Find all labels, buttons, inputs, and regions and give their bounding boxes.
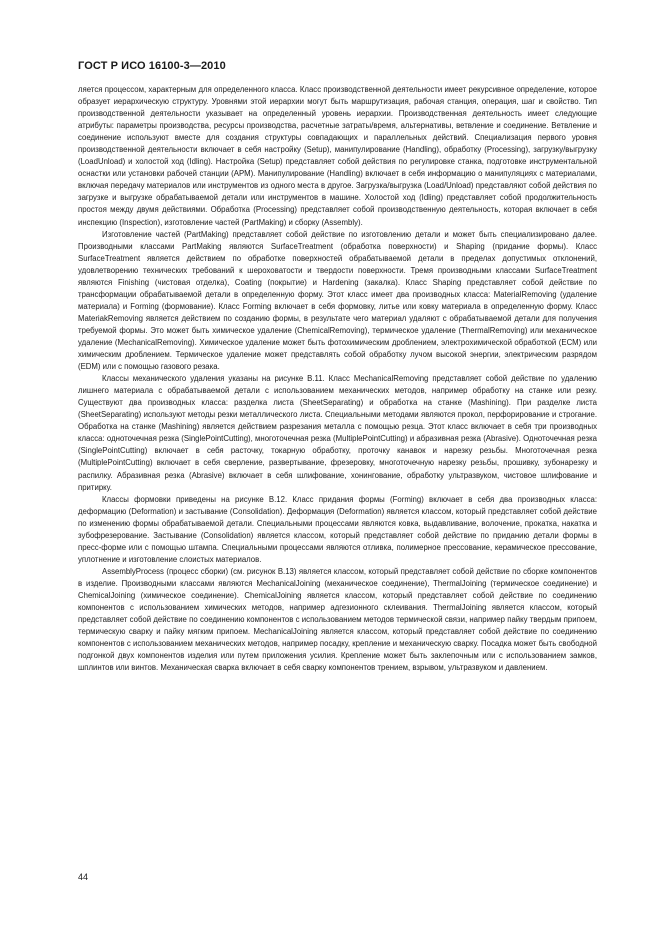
page-number: 44 — [78, 872, 89, 882]
paragraph: AssemblyProcess (процесс сборки) (см. рисунок В.13) является классом, который представляет собой действие по сборке компонентов в изделие. Производными классами являются MechanicalJoining (механическое соединение), ThermalJoining (термическое соединение) и ChemicalJoining (химическое соединение). ChemicalJoining является классом, который представляет собой действие по соединению компонентов с использованием химических методов, например адгезионного склеивания. ThermalJoining является классом, который представляет собой действие по соединению компонентов с использованием методов термической связи, например пайку твердым припоем, термическую сварку и пайку мягким припоем. MechanicalJoining является классом, который представляет собой действие по соединению компонентов с использованием механических методов, например посадку, крепление и механическую сварку. Посадка может быть свободной подгонкой двух компонентов изделия или путем приложения усилия. Крепление может быть заклепочным или с использованием замков, шплинтов или винтов. Механическая сварка включает в себя сварку компонентов трением, взрывом, ультразвуком и давлением. — [78, 566, 597, 673]
paragraph: Изготовление частей (PartMaking) представляет собой действие по изготовлению детали и может быть специализировано далее. Производными классами PartMaking являются SurfaceTreatment (обработка поверхности) и Shaping (придание формы). Класс SurfaceTreatment является действием по обработке поверхностей обрабатываемой детали в пределах допустимых отклонений, удовлетворению технических требований к шероховатости и твердости поверхности. Тремя производными классами SurfaceTreatment являются Finishing (чистовая отделка), Coating (покрытие) и Hardening (закалка). Класс Shaping представляет собой действие по трансформации обрабатываемой детали в определенную форму. Этот класс имеет два производных класса: MaterialRemoving (удаление материала) и Forming (формование). Класс Forming включает в себя формовку, литье или ковку материала в определенную форму. Класс MateriakRemoving является действием по созданию формы, в результате чего материал удаляют с обрабатываемой детали для получения требуемой формы. Это может быть химическое удаление (ChemicalRemoving), термическое удаление (ThermalRemoving) или механическое удаление (MechanicalRemoving). Химическое удаление может быть фотохимическим дроблением, электрохимической обработкой (ЕСМ) или химическим дроблением. Термическое удаление может представлять собой обработку лучом высокой энергии, электрическим разрядом (EDM) или с помощью газового резака. — [78, 229, 597, 372]
paragraph: Классы механического удаления указаны на рисунке В.11. Класс MechanicalRemoving представляет собой действие по удалению лишнего материала с обрабатываемой детали с использованием механических методов, например обработку на станке или резку. Существуют два производных класса: разделка листа (SheetSeparating) и обработка на станке (Mashining). При разделке листа (SheetSeparating) используют методы резки металлического листа. Специальными методами являются прокол, перфорирование и строгание. Обработка на станке (Mashining) является действием разрезания металла с помощью резца. Этот класс включает в себя три производных класса: одноточечная резка (SinglePointCutting), многоточечная резка (MultiplePointCutting) и абразивная резка (Abrasive). Одноточечная резка (SinglePointCutting) включает в себя расточку, токарную обработку, проточку канавок и нарезку резьбы. Многоточечная резка (MultiplePointCutting) включает в себя сверление, развертывание, фрезеровку, многоточечную нарезку резьбы, прошивку, зубонарезку и распилку. Абразивная резка (Abrasive) включает в себя шлифование, хонингование, обработку ультразвуком, чистовое шлифование и притирку. — [78, 374, 597, 492]
body-text — [78, 84, 597, 674]
paragraph: Классы формовки приведены на рисунке В.12. Класс придания формы (Forming) включает в себя два производных класса: деформацию (Deformation) и застывание (Consolidation). Деформация (Deformation) является классом, который представляет собой действие по изменению формы обрабатываемой детали. Специальными процессами являются ковка, выдавливание, волочение, прокатка, накатка и зубофрезерование. Застывание (Consolidation) является классом, который представляет собой действие по приданию детали формы в пресс-форме или с помощью штампа. Специальными процессами являются отливка, полимерное прессование, керамическое прессование, уплотнение и изготовление слоистых материалов. — [78, 494, 597, 564]
paragraph: ляется процессом, характерным для определенного класса. Класс производственной деятельности имеет рекурсивное определение, которое образует иерархическую структуру. Уровнями этой иерархии могут быть маршрутизация, рабочая станция, операция, шаг и свойство. Тип производственной деятельности указывает на определенный уровень иерархии. Производственная деятельность имеет следующие атрибуты: параметры производства, ресурсы производства, расчетные затраты/время, альтернативы, ветвление и соединение. Ветвление и соединение используют вместе для создания структуры совпадающих и параллельных действий. Специализация первого уровня производственной деятельности включает в себя настройку (Setup), манипулирование (Handling), обработку (Processing), загрузку/выгрузку (LoadUnload) и холостой ход (Idling). Настройка (Setup) представляет собой действия по регулировке станка, подготовке инструментальной оснастки или установки рабочей станции (АРМ). Манипулирование (Handling) включает в себя информацию о манипуляциях с материалами, включая передачу материалов или инструментов из одного места в другое. Загрузка/выгрузка (Load/Unload) представляют собой действия по загрузке и выгрузке обрабатываемой детали или инструментов в машине. Холостой ход (Idling) представляет собой продолжительность простоя между двумя действиями. Обработка (Processing) представляет собой производственную деятельность, которая включает в себя инспекцию (Inspection), изготовление частей (PartMaking) и сборку (Assembly). — [78, 85, 597, 227]
page-header: ГОСТ Р ИСО 16100-3—2010 — [78, 60, 226, 72]
